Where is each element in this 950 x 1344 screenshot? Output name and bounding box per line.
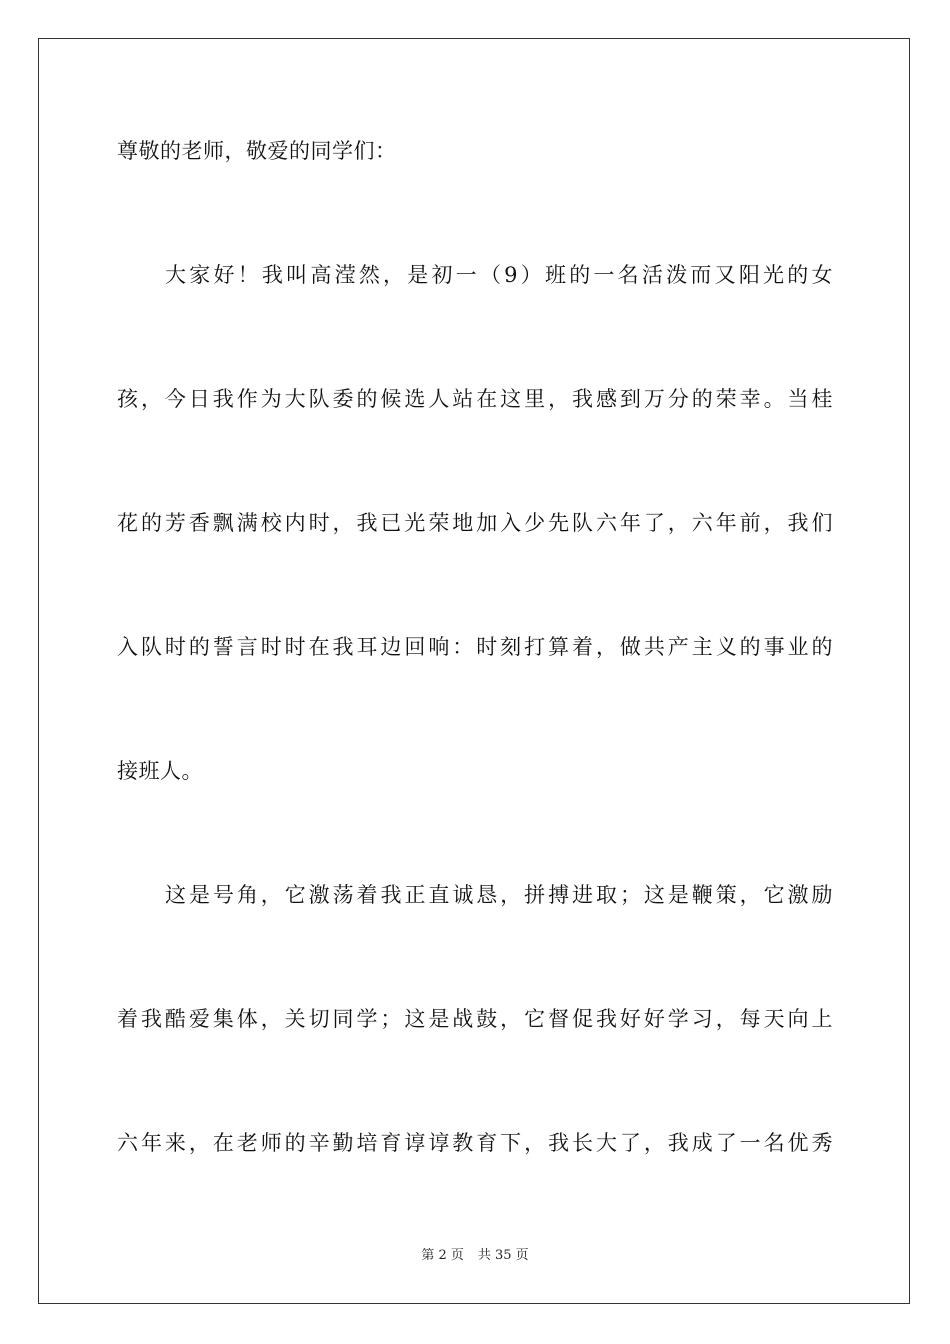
total-pages: 共 35 页	[477, 1248, 529, 1263]
salutation-line: 尊敬的老师，敬爱的同学们：	[117, 139, 397, 163]
body-line-1: 大家好！我叫高滢然，是初一（9）班的一名活泼而又阳光的女	[165, 263, 833, 287]
body-line-5: 接班人。	[117, 759, 203, 783]
page-footer	[0, 1247, 950, 1265]
body-line-3: 花的芳香飘满校内时，我已光荣地加入少先队六年了，六年前，我们	[117, 511, 833, 535]
body-line-7: 着我酷爱集体，关切同学；这是战鼓，它督促我好好学习，每天向上	[117, 1007, 833, 1031]
body-line-4: 入队时的誓言时时在我耳边回响：时刻打算着，做共产主义的事业的	[117, 635, 833, 659]
page-number: 第 2 页	[421, 1248, 464, 1263]
body-line-2: 孩，今日我作为大队委的候选人站在这里，我感到万分的荣幸。当桂	[117, 387, 833, 411]
body-line-8: 六年来，在老师的辛勤培育谆谆教育下，我长大了，我成了一名优秀	[117, 1131, 833, 1155]
page-border	[38, 38, 910, 1304]
body-line-6: 这是号角，它激荡着我正直诚恳，拼搏进取；这是鞭策，它激励	[165, 883, 833, 907]
